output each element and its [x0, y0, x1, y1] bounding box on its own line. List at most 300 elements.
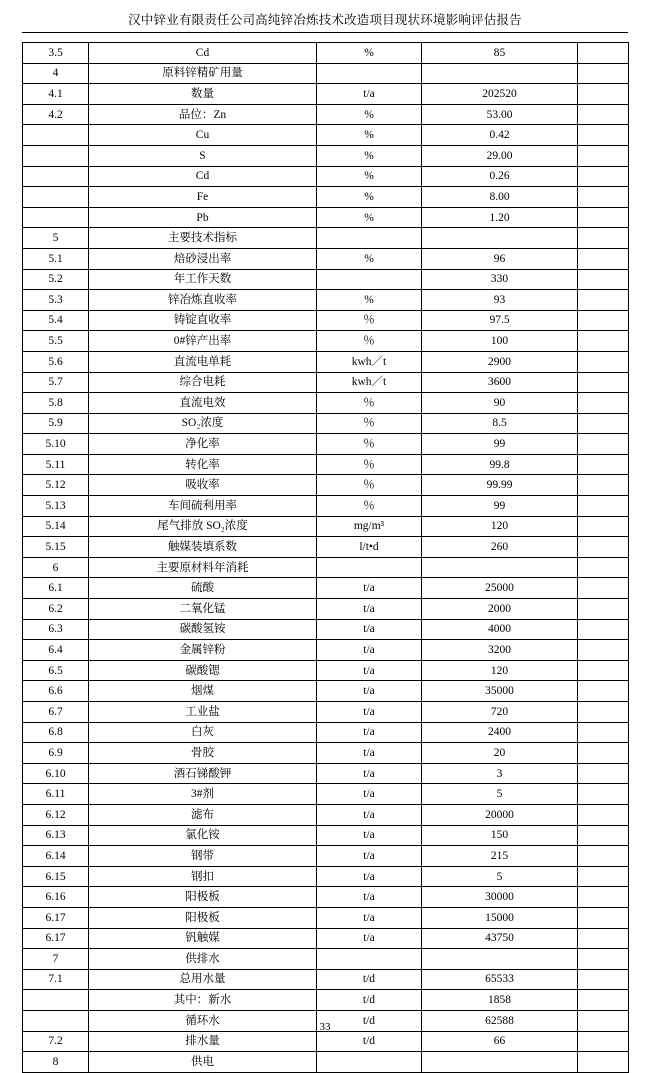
row-number-cell: 4.1	[23, 84, 89, 105]
row-name-cell: 焙砂浸出率	[89, 248, 317, 269]
row-unit-cell: %	[317, 187, 422, 208]
row-number-cell: 8	[23, 1052, 89, 1073]
row-note-cell	[578, 248, 629, 269]
row-number-cell: 3.5	[23, 43, 89, 64]
row-value-cell	[422, 1052, 578, 1073]
row-value-cell	[422, 949, 578, 970]
table-row	[23, 207, 629, 228]
row-number-cell	[23, 207, 89, 228]
row-note-cell	[578, 331, 629, 352]
table-row	[23, 928, 629, 949]
row-note-cell	[578, 269, 629, 290]
row-name-cell: 硫酸	[89, 578, 317, 599]
row-number-cell	[23, 187, 89, 208]
row-note-cell	[578, 722, 629, 743]
table-row	[23, 887, 629, 908]
table-row	[23, 496, 629, 517]
row-unit-cell: ％	[317, 475, 422, 496]
row-number-cell: 6.16	[23, 887, 89, 908]
table-row	[23, 331, 629, 352]
row-unit-cell: t/a	[317, 640, 422, 661]
row-note-cell	[578, 290, 629, 311]
row-value-cell: 99.8	[422, 454, 578, 475]
row-name-cell: 碳酸锶	[89, 660, 317, 681]
row-unit-cell: t/a	[317, 928, 422, 949]
row-unit-cell: ％	[317, 393, 422, 414]
table-row	[23, 1052, 629, 1073]
row-name-cell: 供排水	[89, 949, 317, 970]
row-note-cell	[578, 413, 629, 434]
row-name-cell: 排水量	[89, 1031, 317, 1052]
row-note-cell	[578, 660, 629, 681]
table-row	[23, 84, 629, 105]
row-value-cell: 260	[422, 537, 578, 558]
row-unit-cell: kwh／t	[317, 351, 422, 372]
table-row	[23, 43, 629, 64]
table-row	[23, 1031, 629, 1052]
row-value-cell: 215	[422, 846, 578, 867]
row-value-cell: 3600	[422, 372, 578, 393]
row-note-cell	[578, 228, 629, 249]
row-unit-cell: t/a	[317, 619, 422, 640]
row-note-cell	[578, 907, 629, 928]
row-note-cell	[578, 496, 629, 517]
row-name-cell: 铸锭直收率	[89, 310, 317, 331]
row-unit-cell: t/a	[317, 599, 422, 620]
row-note-cell	[578, 43, 629, 64]
row-number-cell: 6.17	[23, 907, 89, 928]
row-value-cell: 66	[422, 1031, 578, 1052]
row-name-cell: 烟煤	[89, 681, 317, 702]
row-name-cell: 锌冶炼直收率	[89, 290, 317, 311]
row-name-cell: SO₂浓度	[89, 413, 317, 434]
row-name-cell: 阳极板	[89, 887, 317, 908]
row-number-cell: 6.6	[23, 681, 89, 702]
table-row	[23, 104, 629, 125]
row-value-cell: 30000	[422, 887, 578, 908]
row-number-cell: 5.5	[23, 331, 89, 352]
row-value-cell: 8.00	[422, 187, 578, 208]
row-value-cell: 0.26	[422, 166, 578, 187]
row-unit-cell: ％	[317, 310, 422, 331]
table-row	[23, 599, 629, 620]
row-number-cell: 6.1	[23, 578, 89, 599]
row-note-cell	[578, 866, 629, 887]
row-name-cell: Fe	[89, 187, 317, 208]
row-name-cell: 滤布	[89, 804, 317, 825]
table-row	[23, 990, 629, 1011]
row-value-cell	[422, 63, 578, 84]
row-value-cell: 25000	[422, 578, 578, 599]
row-number-cell: 5.13	[23, 496, 89, 517]
row-unit-cell: t/a	[317, 846, 422, 867]
row-note-cell	[578, 475, 629, 496]
row-unit-cell: %	[317, 248, 422, 269]
table-row	[23, 454, 629, 475]
row-note-cell	[578, 63, 629, 84]
row-value-cell: 1858	[422, 990, 578, 1011]
row-number-cell: 6.12	[23, 804, 89, 825]
row-name-cell: 循环水	[89, 1010, 317, 1031]
row-value-cell: 20	[422, 743, 578, 764]
row-note-cell	[578, 990, 629, 1011]
row-note-cell	[578, 187, 629, 208]
row-name-cell: 二氧化锰	[89, 599, 317, 620]
row-number-cell: 7.1	[23, 969, 89, 990]
row-value-cell: 99	[422, 496, 578, 517]
row-value-cell: 720	[422, 702, 578, 723]
row-number-cell	[23, 166, 89, 187]
row-value-cell: 4000	[422, 619, 578, 640]
row-note-cell	[578, 557, 629, 578]
row-note-cell	[578, 104, 629, 125]
row-number-cell: 5.2	[23, 269, 89, 290]
table-row	[23, 63, 629, 84]
row-value-cell: 8.5	[422, 413, 578, 434]
row-name-cell: 数量	[89, 84, 317, 105]
row-name-cell: Cd	[89, 166, 317, 187]
row-note-cell	[578, 393, 629, 414]
row-unit-cell: t/a	[317, 784, 422, 805]
row-value-cell: 99.99	[422, 475, 578, 496]
row-value-cell: 35000	[422, 681, 578, 702]
row-name-cell: 骨胶	[89, 743, 317, 764]
row-number-cell: 5.9	[23, 413, 89, 434]
row-name-cell: 主要技术指标	[89, 228, 317, 249]
row-note-cell	[578, 84, 629, 105]
row-value-cell: 150	[422, 825, 578, 846]
row-unit-cell: t/a	[317, 681, 422, 702]
row-name-cell: 转化率	[89, 454, 317, 475]
row-number-cell: 6.7	[23, 702, 89, 723]
row-name-cell: 金属锌粉	[89, 640, 317, 661]
table-row	[23, 557, 629, 578]
table-row	[23, 949, 629, 970]
row-value-cell: 5	[422, 866, 578, 887]
row-number-cell: 6.8	[23, 722, 89, 743]
row-note-cell	[578, 763, 629, 784]
specifications-table	[22, 42, 629, 1073]
row-value-cell: 20000	[422, 804, 578, 825]
row-value-cell: 90	[422, 393, 578, 414]
row-number-cell: 5.10	[23, 434, 89, 455]
row-name-cell: 综合电耗	[89, 372, 317, 393]
row-name-cell: 直流电效	[89, 393, 317, 414]
row-unit-cell: %	[317, 207, 422, 228]
row-number-cell: 5.15	[23, 537, 89, 558]
row-name-cell: Cu	[89, 125, 317, 146]
table-row	[23, 784, 629, 805]
row-number-cell	[23, 145, 89, 166]
row-name-cell: 0#锌产出率	[89, 331, 317, 352]
row-note-cell	[578, 351, 629, 372]
table-row	[23, 393, 629, 414]
row-note-cell	[578, 969, 629, 990]
table-row	[23, 516, 629, 537]
table-row	[23, 969, 629, 990]
row-note-cell	[578, 310, 629, 331]
table-row	[23, 413, 629, 434]
row-number-cell: 6.13	[23, 825, 89, 846]
row-name-cell: Cd	[89, 43, 317, 64]
row-name-cell: 碳酸氢铵	[89, 619, 317, 640]
row-note-cell	[578, 681, 629, 702]
table-row	[23, 660, 629, 681]
table-row	[23, 187, 629, 208]
row-value-cell	[422, 228, 578, 249]
row-value-cell: 93	[422, 290, 578, 311]
row-value-cell: 43750	[422, 928, 578, 949]
row-number-cell: 7	[23, 949, 89, 970]
row-number-cell: 6.4	[23, 640, 89, 661]
row-value-cell: 97.5	[422, 310, 578, 331]
row-value-cell: 120	[422, 516, 578, 537]
row-value-cell: 3200	[422, 640, 578, 661]
row-name-cell: 白灰	[89, 722, 317, 743]
table-row	[23, 702, 629, 723]
row-number-cell: 5.8	[23, 393, 89, 414]
row-name-cell: 净化率	[89, 434, 317, 455]
row-value-cell: 85	[422, 43, 578, 64]
table-row	[23, 578, 629, 599]
row-unit-cell: %	[317, 145, 422, 166]
row-number-cell: 6.15	[23, 866, 89, 887]
row-name-cell: 主要原材料年消耗	[89, 557, 317, 578]
row-unit-cell: %	[317, 125, 422, 146]
row-unit-cell: t/a	[317, 866, 422, 887]
row-name-cell: 3#剂	[89, 784, 317, 805]
row-number-cell: 6.5	[23, 660, 89, 681]
row-unit-cell: %	[317, 166, 422, 187]
row-note-cell	[578, 145, 629, 166]
row-unit-cell	[317, 269, 422, 290]
row-note-cell	[578, 599, 629, 620]
table-row	[23, 866, 629, 887]
row-number-cell: 5	[23, 228, 89, 249]
row-unit-cell: t/d	[317, 1031, 422, 1052]
row-unit-cell: kwh／t	[317, 372, 422, 393]
row-unit-cell	[317, 228, 422, 249]
table-row	[23, 145, 629, 166]
row-number-cell	[23, 125, 89, 146]
row-note-cell	[578, 702, 629, 723]
table-row	[23, 743, 629, 764]
row-number-cell: 5.11	[23, 454, 89, 475]
row-note-cell	[578, 928, 629, 949]
row-name-cell: 供电	[89, 1052, 317, 1073]
row-name-cell: 阳极板	[89, 907, 317, 928]
row-number-cell: 6.2	[23, 599, 89, 620]
row-note-cell	[578, 949, 629, 970]
row-unit-cell: ％	[317, 413, 422, 434]
row-value-cell: 62588	[422, 1010, 578, 1031]
row-note-cell	[578, 804, 629, 825]
row-note-cell	[578, 372, 629, 393]
row-note-cell	[578, 166, 629, 187]
table-row	[23, 434, 629, 455]
row-unit-cell: mg/m³	[317, 516, 422, 537]
row-value-cell: 3	[422, 763, 578, 784]
table-row	[23, 763, 629, 784]
row-name-cell: 吸收率	[89, 475, 317, 496]
row-number-cell: 5.12	[23, 475, 89, 496]
row-number-cell: 4	[23, 63, 89, 84]
table-row	[23, 125, 629, 146]
table-row	[23, 228, 629, 249]
row-unit-cell: t/a	[317, 887, 422, 908]
row-value-cell: 5	[422, 784, 578, 805]
row-value-cell: 0.42	[422, 125, 578, 146]
row-note-cell	[578, 207, 629, 228]
row-name-cell: 直流电单耗	[89, 351, 317, 372]
row-note-cell	[578, 1052, 629, 1073]
row-number-cell: 6.17	[23, 928, 89, 949]
row-value-cell: 65533	[422, 969, 578, 990]
row-name-cell: 钢扣	[89, 866, 317, 887]
row-value-cell: 1.20	[422, 207, 578, 228]
row-name-cell: 总用水量	[89, 969, 317, 990]
row-unit-cell: t/d	[317, 969, 422, 990]
row-name-cell: 钢带	[89, 846, 317, 867]
row-value-cell: 330	[422, 269, 578, 290]
row-note-cell	[578, 434, 629, 455]
table-body	[23, 43, 629, 1073]
row-number-cell: 6.14	[23, 846, 89, 867]
table-row	[23, 269, 629, 290]
row-name-cell: 氯化铵	[89, 825, 317, 846]
row-note-cell	[578, 743, 629, 764]
row-note-cell	[578, 640, 629, 661]
table-row	[23, 804, 629, 825]
table-row	[23, 722, 629, 743]
row-unit-cell: t/a	[317, 804, 422, 825]
row-name-cell: 年工作天数	[89, 269, 317, 290]
row-unit-cell: t/a	[317, 84, 422, 105]
table-row	[23, 619, 629, 640]
row-number-cell: 6.3	[23, 619, 89, 640]
row-unit-cell	[317, 1052, 422, 1073]
row-name-cell: 触媒装填系数	[89, 537, 317, 558]
row-name-cell: 钒触媒	[89, 928, 317, 949]
row-note-cell	[578, 454, 629, 475]
row-note-cell	[578, 1031, 629, 1052]
row-name-cell: Pb	[89, 207, 317, 228]
row-number-cell: 6.10	[23, 763, 89, 784]
row-number-cell: 5.4	[23, 310, 89, 331]
row-note-cell	[578, 537, 629, 558]
row-unit-cell: %	[317, 290, 422, 311]
row-value-cell: 2900	[422, 351, 578, 372]
table-row	[23, 907, 629, 928]
row-unit-cell: t/a	[317, 722, 422, 743]
row-value-cell: 29.00	[422, 145, 578, 166]
table-row	[23, 475, 629, 496]
row-name-cell: 品位：Zn	[89, 104, 317, 125]
row-note-cell	[578, 846, 629, 867]
row-unit-cell: t/a	[317, 743, 422, 764]
row-unit-cell	[317, 63, 422, 84]
row-name-cell: 工业盐	[89, 702, 317, 723]
row-name-cell: S	[89, 145, 317, 166]
row-value-cell: 2400	[422, 722, 578, 743]
row-value-cell: 99	[422, 434, 578, 455]
row-number-cell: 6.9	[23, 743, 89, 764]
row-value-cell: 2000	[422, 599, 578, 620]
row-name-cell: 原料锌精矿用量	[89, 63, 317, 84]
row-value-cell: 96	[422, 248, 578, 269]
row-unit-cell	[317, 557, 422, 578]
row-value-cell: 100	[422, 331, 578, 352]
row-number-cell: 6	[23, 557, 89, 578]
row-unit-cell: ％	[317, 331, 422, 352]
table-row	[23, 681, 629, 702]
row-unit-cell: ％	[317, 454, 422, 475]
row-number-cell: 5.7	[23, 372, 89, 393]
row-number-cell: 6.11	[23, 784, 89, 805]
row-unit-cell: t/a	[317, 907, 422, 928]
row-note-cell	[578, 784, 629, 805]
row-name-cell: 车间硫利用率	[89, 496, 317, 517]
page-number: 33	[319, 1021, 331, 1033]
row-unit-cell: ％	[317, 496, 422, 517]
table-row	[23, 290, 629, 311]
row-value-cell: 15000	[422, 907, 578, 928]
row-value-cell: 120	[422, 660, 578, 681]
table-row	[23, 351, 629, 372]
row-unit-cell: t/d	[317, 1010, 422, 1031]
table-row	[23, 248, 629, 269]
row-value-cell: 53.00	[422, 104, 578, 125]
table-row	[23, 310, 629, 331]
row-unit-cell: t/a	[317, 578, 422, 599]
row-note-cell	[578, 578, 629, 599]
table-row	[23, 640, 629, 661]
row-number-cell: 7.2	[23, 1031, 89, 1052]
row-note-cell	[578, 516, 629, 537]
row-note-cell	[578, 125, 629, 146]
page-header-title: 汉中锌业有限责任公司高纯锌冶炼技术改造项目现状环境影响评估报告	[22, 10, 628, 33]
row-unit-cell: ％	[317, 434, 422, 455]
row-number-cell: 5.14	[23, 516, 89, 537]
row-unit-cell: l/t•d	[317, 537, 422, 558]
row-note-cell	[578, 825, 629, 846]
row-value-cell	[422, 557, 578, 578]
row-unit-cell: t/a	[317, 660, 422, 681]
row-name-cell: 其中：新水	[89, 990, 317, 1011]
table-row	[23, 537, 629, 558]
row-name-cell: 尾气排放 SO₂浓度	[89, 516, 317, 537]
row-note-cell	[578, 619, 629, 640]
row-unit-cell: %	[317, 104, 422, 125]
table-row	[23, 846, 629, 867]
row-unit-cell: t/a	[317, 702, 422, 723]
row-unit-cell: t/d	[317, 990, 422, 1011]
table-row	[23, 166, 629, 187]
row-number-cell: 5.1	[23, 248, 89, 269]
row-unit-cell: t/a	[317, 763, 422, 784]
row-unit-cell	[317, 949, 422, 970]
row-unit-cell: t/a	[317, 825, 422, 846]
row-number-cell: 5.3	[23, 290, 89, 311]
table-row	[23, 825, 629, 846]
row-note-cell	[578, 887, 629, 908]
row-value-cell: 202520	[422, 84, 578, 105]
row-number-cell: 4.2	[23, 104, 89, 125]
row-number-cell	[23, 990, 89, 1011]
row-unit-cell: %	[317, 43, 422, 64]
row-name-cell: 酒石锑酸钾	[89, 763, 317, 784]
row-number-cell: 5.6	[23, 351, 89, 372]
